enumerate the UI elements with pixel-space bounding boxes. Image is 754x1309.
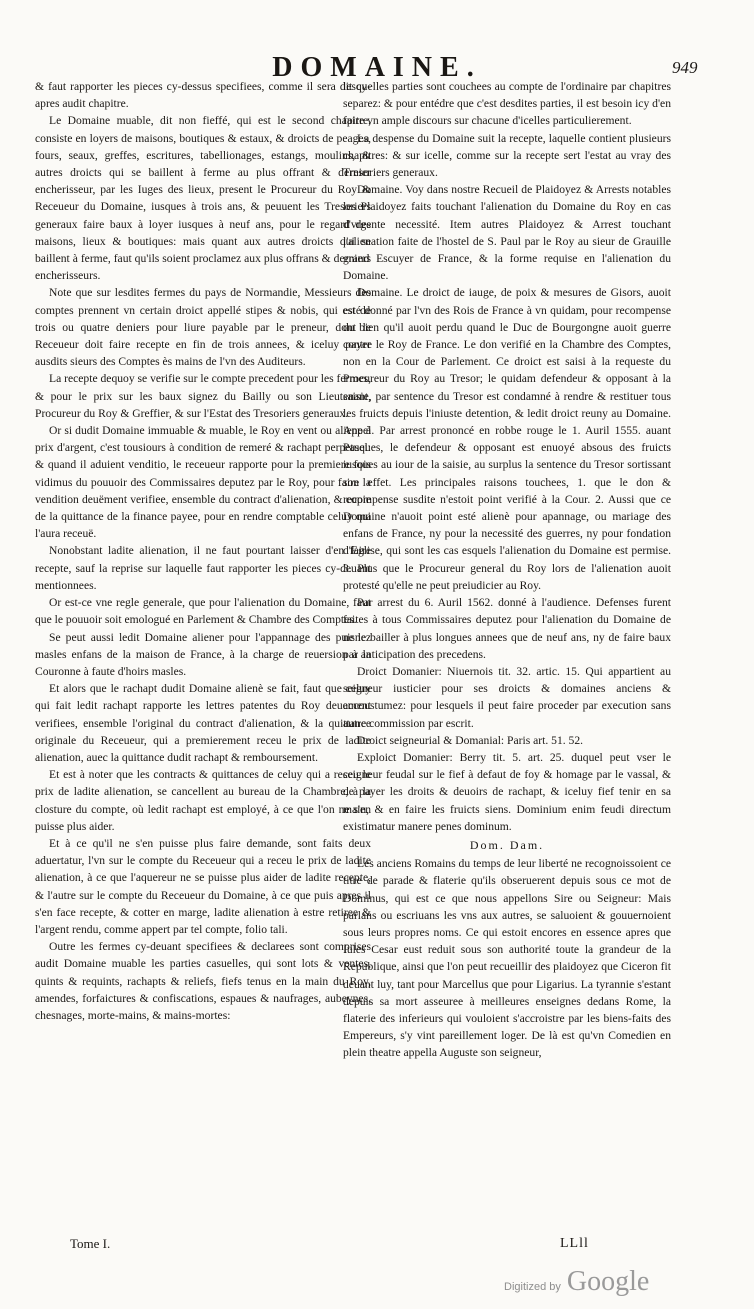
paragraph: Note que sur lesdites fermes du pays de Normandie, Messieurs des comptes prennent vn certain droict appellé stipes & nobis, qui est de trois ou quatre deniers pour liure payable par le preneur, dont le Receueur doit faire recepte en fin de trois annees, & iceluy payer ausdits sieurs des Comptes ès mains de l'vn des Auditeurs.	[35, 286, 371, 369]
page-number: 949	[672, 58, 698, 77]
paragraph: Outre les fermes cy-deuant specifiees & declarees sont comprises audit Domaine muable les parties casuelles, qui sont lots & ventes, quints & requints, rachapts & reliefs, fiefs tenus en la main du Roy, amendes, forfaictures & confiscations, espaues & naufrages, aubeynes, chesnages, morte-mains, & mains-mortes:	[35, 940, 371, 1022]
paragraph: Domaine. Le droict de iauge, de poix & mesures de Gisors, auoit esté donné par l'vn des Rois de France à vn quidam, pour recompense du bien qu'il auoit perdu quand le Duc de Bourgongne auoit guerre contre le Roy de France. Le don verifié en la Chambre des Comptes, non en la Cour de Parlement. Ce droict est saisi à la requeste du Procureur du Roy au Tresor; le quidam defendeur & opposant à la saisie, par sentence du Tresor est condamné à rendre & restituer tous les fruicts depuis l'iniuste detention, & ledit droict reuny au Domaine. Appel. Par arrest prononcé en robbe rouge le 1. Auril 1555. auant Pasques, le defendeur & opposant est enuoyé absous des fruicts iusques au iour de la saisie, au surplus la sentence du Tresor sortissant son effet. Les principales raisons touchees, 1. que le don & recompense susdite n'estoit point verifié à la Cour. 2. Aussi que ce Domaine n'auoit point esté alienè pour apannage, ou mariage des enfans de France, ny pour la necessité des guerres, ny pour fondation d'Eglise, qui sont les cas esquels l'alienation du Domaine est permise. 3. Plus que le Procureur general du Roy lors de l'alienation auoit protesté qu'elle ne peut preiudicier au Roy.	[343, 286, 671, 592]
paragraph: Et à ce qu'il ne s'en puisse plus faire demande, sont faits deux aduertatur, l'vn sur le compte du Receueur qui a receu le prix de ladite alienation, à ce que l'aquereur ne se puisse plus aider de ladite recepte, & l'autre sur le compte du Receueur du Domaine, à ce que puis apres il s'en face recepte, & cotter en marge, ladite alienation à estre retiree & l'argent rendu, comme appert par tel compte, folio tali.	[35, 836, 371, 936]
paragraph: La recepte dequoy se verifie sur le compte precedent pour les fermes, & pour le prix sur les baux signez du Bailly ou son Lieutenant, Procureur du Roy & Greffier, & sur l'Estat des Tresoriers generaux.	[35, 372, 371, 420]
paragraph: Et est à noter que les contracts & quittances de celuy qui a receu le prix de ladite alienation, se cancellent au bureau de la Chambre, à la closture du compte, où ledit rachapt est employé, à ce que l'on ne s'en puisse plus aider.	[35, 768, 371, 833]
paragraph: Droict Domanier: Niuernois tit. 32. artic. 15. Qui appartient au seigneur iusticier pour ses droicts & domaines anciens & accoustumez: pour lesquels il peut faire proceder par execution sans autre commission par escrit.	[343, 664, 671, 730]
digitized-by-text: Digitized by	[504, 1281, 561, 1293]
paragraph: La despense du Domaine suit la recepte, laquelle contient plusieurs chapitres: & sur icelle, comme sur la recepte sert l'estat au vray des Tresoriers generaux.	[343, 131, 671, 180]
signature-mark: LLll	[560, 1236, 589, 1251]
paragraph: Droict seigneurial & Domanial: Paris art. 51. 52.	[357, 733, 584, 747]
column-divider	[338, 80, 339, 1228]
running-title: DOMAINE.	[272, 52, 482, 83]
paragraph: Exploict Domanier: Berry tit. 5. art. 25. duquel peut vser le seigneur feudal sur le fief à defaut de foy & homage par le vassal, & de payer les droits & deuoirs de rachapt, & iceluy fief tenir en sa main, & en faire les fruicts siens. Dominium enim feudi directum existimatur manere penes dominum.	[343, 750, 671, 833]
left-column	[35, 78, 371, 1228]
google-logo: Google	[566, 1266, 650, 1297]
paragraph: Or si dudit Domaine immuable & muable, le Roy en vent ou aliene à prix d'argent, c'est tousiours à condition de remeré & rachapt perpetuel: & quand il aduient venditio, le receueur rapporte pour la premiere fois vidimus du pouuoir des Commissaires deputez par le Roy, pour faire la vendition deuëment verifiee, ensemble du contract d'alienation, & copie de la quittance de la finance payee, pour en rendre comptable celuy qui l'aura receuë.	[35, 424, 371, 541]
paragraph: Les anciens Romains du temps de leur liberté ne recognoissoient ce titre de parade & flaterie qu'ils obseruerent depuis sous ce mot de Dominus, qui est ce que nous appellons Sire ou Seigneur: Mais parlans ou escriuans les vns aux autres, se saluoient & gouuernoient sous leurs propres noms. Ce qui estoit encores en essence apres que Iules Cesar eust reduit sous son authorité toute la grandeur de la Republique, ainsi que l'on peut recueillir des plaidoyez que Ciceron fit deuant luy, tant pour Marcellus que pour Ligarius. La tyrannie s'estant depuis sa mort asseuree à meilleures enseignes dedans Rome, la flaterie des inferieurs qui vouloient s'accroistre par les biens-faits des Empereurs, s'y vint pareillement loger. De là est qu'vn Comedien en plein theatre appella Auguste son seigneur,	[343, 857, 671, 1060]
paragraph: Nonobstant ladite alienation, il ne faut pourtant laisser d'en faire recepte, sauf la reprise sur laquelle faut rapporter les pieces cy-deuant mentionnees.	[35, 544, 371, 592]
paragraph: lesquelles parties sont couchees au compte de l'ordinaire par chapitres separez: & pour entédre que c'est desdites parties, il est besoin icy d'en faire vn ample discours sur chacune d'icelles particulierement.	[343, 80, 671, 128]
paragraph: Par arrest du 6. Auril 1562. donné à l'audience. Defenses furent faites à tous Commissaires deputez pour l'alienation du Domaine de ne le bailler à plus longues annees que de neuf ans, ny de faire baux par anticipation des precedens.	[343, 596, 671, 661]
digitized-watermark	[504, 1266, 649, 1298]
paragraph: Domaine. Voy dans nostre Recueil de Plaidoyez & Arrests notables les Plaidoyez faits touchant l'alienation du Domaine du Roy en cas d'vrgente necessité. Item autres Plaidoyez & Arrest touchant l'alienation faite de l'hostel de S. Paul par le Roy au sieur de Grauille grand Escuyer de France, & la forme requise en l'alienation du Domaine.	[343, 183, 671, 283]
paragraph: Or est-ce vne regle generale, que pour l'alienation du Domaine, faut que le pouuoir soit emologué en Parlement & Chambre des Comptes.	[35, 596, 371, 627]
section-heading: Dom. Dam.	[469, 837, 545, 852]
catchword: Tome I.	[70, 1236, 111, 1251]
paragraph: & faut rapporter les pieces cy-dessus specifiees, comme il sera dit cy-apres audit chapitre.	[35, 80, 371, 111]
paragraph: Se peut aussi ledit Domaine aliener pour l'appannage des puisnez masles enfans de la maison de France, à la charge de reuersion à la Couronne à faute d'hoirs masles.	[35, 630, 371, 678]
paragraph: Le Domaine muable, dit non fieffé, qui est le second chapitre, consiste en loyers de maisons, boutiques & estaux, & droicts de peages, fours, seaux, greffes, escritures, tabellionages, estangs, moulins, & autres droicts qui se baillent à ferme au plus offrant & dernier encherisseur, par les Iuges des lieux, present le Procureur du Roy & Receueur du Domaine, iusques à trois ans, & peuuent les Tresoriers generaux faire baux à loyer iusques à neuf ans, pour le regard des maisons, lieux & boutiques: mais quant aux autres droicts qui se baillent à ferme, faut qu'ils soient proclamez aux plus offrans & derniers encherisseurs.	[35, 114, 371, 283]
right-column	[343, 78, 671, 1228]
paragraph: Et alors que le rachapt dudit Domaine alienè se fait, faut que celuy qui fait ledit rachapt rapporte les lettres patentes du Roy deuement verifiees, ensemble l'original du contract d'alienation, & la quittance originale du Receueur, qui a premierement receu le prix de ladite alienation, auec la quittance dudit rachapt & remboursement.	[35, 682, 371, 764]
